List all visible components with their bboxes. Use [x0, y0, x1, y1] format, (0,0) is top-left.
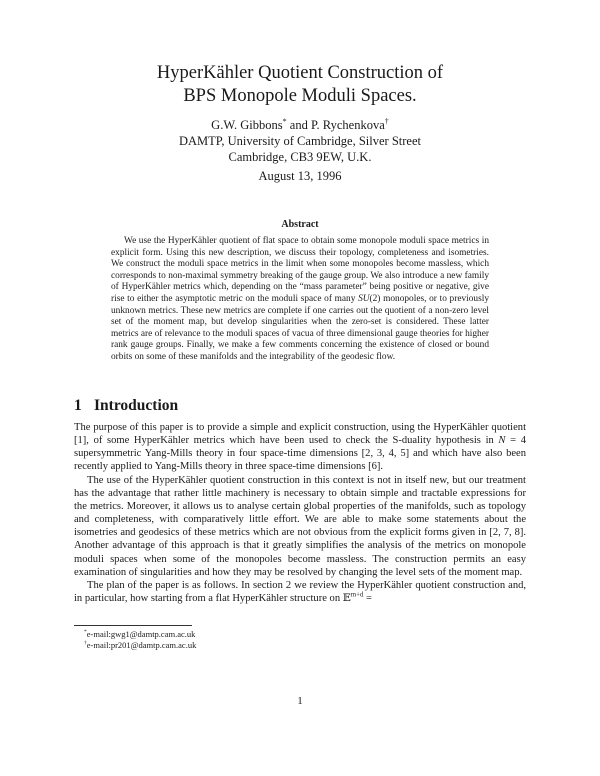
abstract-text: We use the HyperKähler quotient of flat space to obtain some monopole moduli space metrics in explicit form. Using this new description, we discuss their topology, completeness and isometries. We construct the moduli space metrics in the limit when some monopoles become massless, which corresponds to non-maximal symmetry breaking of the gauge group. We also introduce a new family of HyperKähler metrics which, depending on the “mass parameter” being positive or negative, give rise to either the asymptotic metric on the moduli space of many SU(2) monopoles, or to previously unknown metrics. These new metrics are complete if one carries out the quotient of a non-zero level set of the moment map, but develop singularities when the zero-set is considered. These latter metrics are of relevance to the moduli spaces of vacua of three dimensional gauge theories for higher rank gauge groups. Finally, we make a few comments concerning the existence of closed or bound orbits on some of these manifolds and the integrability of the geodesic flow. [111, 236, 489, 362]
math-su: SU [358, 293, 370, 304]
title-line-2: BPS Monopole Moduli Spaces. [183, 86, 417, 106]
author-2-mark: † [384, 116, 389, 126]
author-2: and P. Rychenkova [286, 118, 385, 132]
author-1-mark: * [282, 116, 287, 126]
date: August 13, 1996 [258, 169, 342, 183]
author-names [0, 117, 600, 133]
paragraph-3: The plan of the paper is as follows. In section 2 we review the HyperKähler quotient construction and, in particular, how starting from a flat HyperKähler structure on 𝔼$^{m+d}$ = [74, 579, 526, 605]
math-e-superscript: m+d [350, 591, 364, 599]
title-line-1: HyperKähler Quotient Construction of [156, 63, 444, 83]
footnote-1: *e-mail:gwg1@damtp.cam.ac.uk [84, 629, 196, 639]
author-1: G.W. Gibbons [211, 118, 283, 132]
math-e: 𝔼 [342, 593, 351, 605]
footnotes [84, 629, 196, 651]
section-heading [74, 397, 178, 415]
section-title: Introduction [94, 397, 179, 414]
address: Cambridge, CB3 9EW, U.K. [228, 150, 372, 164]
paragraph-2: The use of the HyperKähler quotient construction in this context is not in itself new, but our treatment has the advantage that rather little machinery is necessary to obtain simple and tractable expressions for the metrics. Moreover, it allows us to analyse certain global properties of the manifolds, such as topology and completeness, with comparatively little effort. We are able to make some statements about the isometries and geodesics of these metrics which are not obvious from the explicit forms given in [2, 7, 8]. Another advantage of this approach is that it greatly simplifies the analysis of the metrics on monopole moduli spaces when some of the monopoles become massless. The construction permits an easy examination of singularities and how they may be resolved by changing the level sets of the moment map. [74, 474, 526, 578]
affiliation: DAMTP, University of Cambridge, Silver Street [179, 134, 421, 148]
page-number: 1 [297, 695, 303, 707]
footnote-2: †e-mail:pr201@damtp.cam.ac.uk [84, 640, 197, 650]
footnote-rule [74, 625, 192, 626]
paper-title [0, 62, 600, 108]
body-text [74, 421, 526, 605]
math-n: N [498, 435, 506, 447]
author-block [0, 117, 600, 165]
section-number: 1 [74, 397, 82, 414]
paragraph-1: The purpose of this paper is to provide a simple and explicit construction, using the HyperKähler quotient [1], of some HyperKähler metrics which have been used to check the S-duality hypothesis in N = 4 supersymmetric Yang-Mills theory in four space-time dimensions [2, 3, 4, 5] and which have also been recently applied to Yang-Mills theory in three space-time dimensions [6]. [74, 422, 526, 473]
abstract-heading: Abstract [281, 219, 319, 230]
